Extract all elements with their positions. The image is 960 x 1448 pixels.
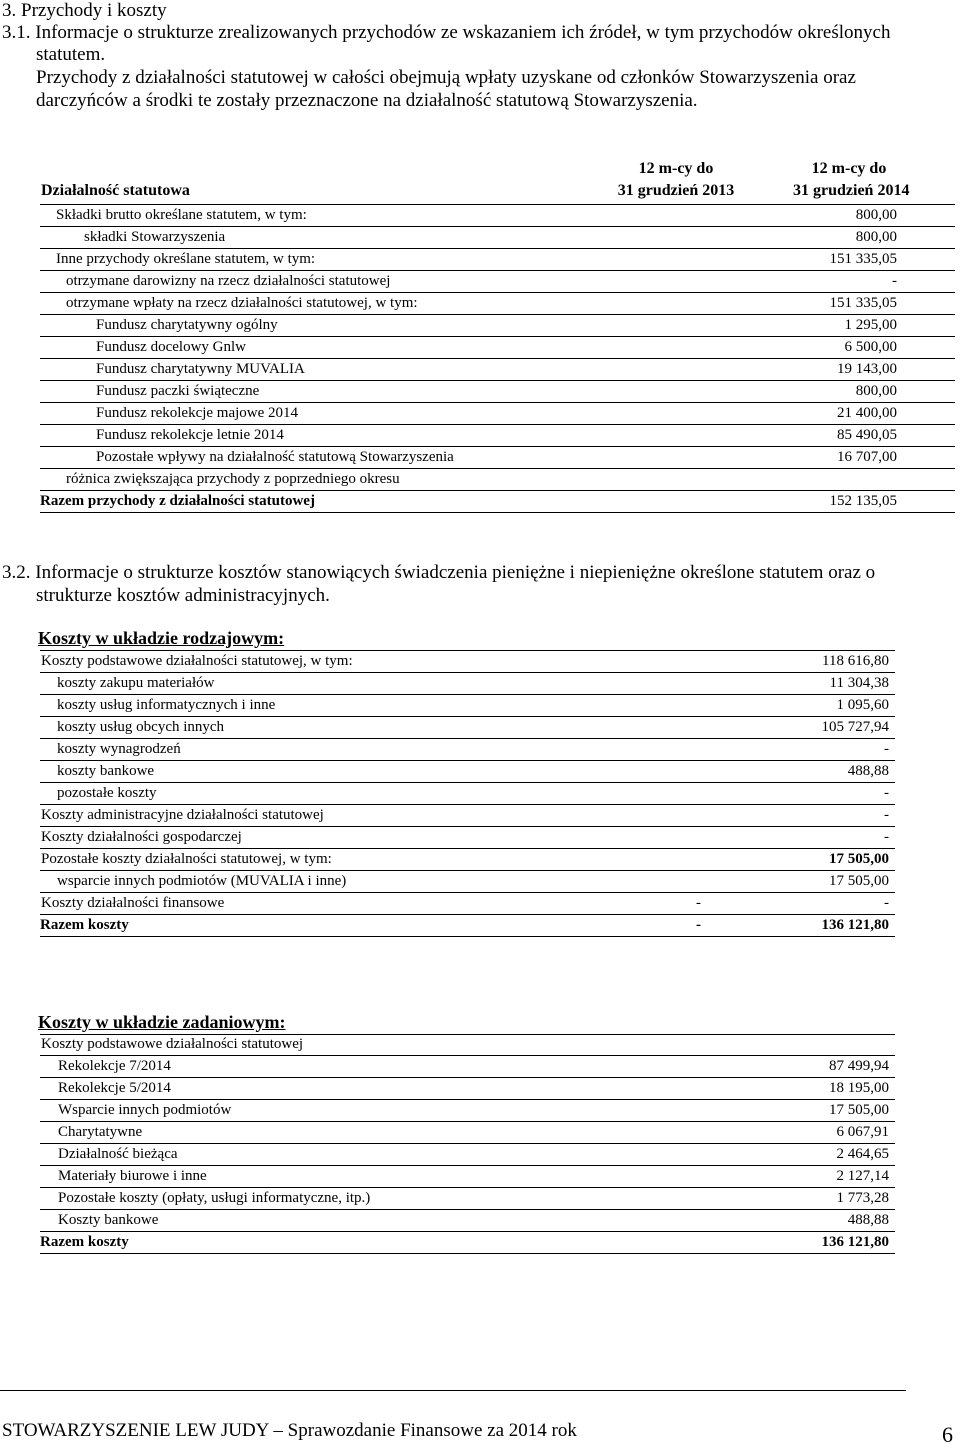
table-row [40,849,955,871]
row-value-2014: 151 335,05 [829,295,897,311]
row-label: Razem przychody z działalności statutowej [40,493,315,509]
row-label: Fundusz paczki świąteczne [96,383,260,399]
table-row [40,249,955,271]
table-row [40,359,955,381]
costs-by-type-heading: Koszty w układzie rodzajowym: [38,628,285,648]
table-row [40,1056,955,1078]
row-value-2014: - [884,829,889,845]
col-2013-header-line1: 12 m-cy do [638,160,714,177]
row-value-2014: 151 335,05 [829,251,897,267]
row-value-2014: 1 773,28 [836,1190,889,1206]
row-label: Charytatywne [58,1124,143,1140]
row-value-2014: 118 616,80 [822,653,889,669]
row-value-2013: - [696,895,701,911]
row-label: Pozostałe koszty działalności statutowej, w tym: [41,851,332,867]
row-label: różnica zwiększająca przychody z poprzedniego okresu [66,471,400,487]
revenue-col-label: Działalność statutowa [41,182,190,199]
row-label: Koszty podstawowe działalności statutowej [41,1036,304,1052]
row-label: otrzymane wpłaty na rzecz działalności statutowej, w tym: [66,295,418,311]
row-value-2014: 17 505,00 [829,873,889,889]
row-value-2014: 1 095,60 [836,697,889,713]
table-row [40,673,955,695]
row-label: Koszty działalności gospodarczej [41,829,242,845]
row-label: Koszty bankowe [58,1212,159,1228]
row-label: Fundusz rekolekcje majowe 2014 [96,405,299,421]
table-row [40,761,955,783]
row-value-2014: 17 505,00 [829,851,889,867]
subsection-title-cont: statutem. [36,44,106,65]
table-row [40,447,955,469]
table-row [40,227,955,249]
costs-intro-line1: 3.2. Informacje o strukturze kosztów stanowiących świadczenia pieniężne i niepieniężne określone statutem oraz o [2,562,876,583]
row-value-2014: 800,00 [855,383,897,399]
row-value-2014: 18 195,00 [829,1080,889,1096]
row-value-2014: 2 127,14 [836,1168,889,1184]
row-value-2014: 488,88 [847,1212,889,1228]
row-label: Razem koszty [40,917,129,933]
col-2014-header-line2: 31 grudzień 2014 [793,182,910,199]
row-value-2014: 800,00 [855,229,897,245]
row-value-2014: 136 121,80 [821,1234,889,1250]
row-label: Rekolekcje 5/2014 [58,1080,171,1096]
intro-paragraph-line2: darczyńców a środki te zostały przeznaczone na działalność statutową Stowarzyszenia. [36,90,698,111]
row-rule [40,512,955,513]
row-label: Składki brutto określane statutem, w tym: [56,207,307,223]
row-value-2014: 488,88 [847,763,889,779]
row-value-2014: 152 135,05 [829,493,897,509]
row-label: Koszty działalności finansowe [41,895,225,911]
table-row [40,739,955,761]
row-value-2014: - [892,273,897,289]
row-rule [40,1253,895,1254]
table-row [40,1144,955,1166]
row-label: składki Stowarzyszenia [84,229,226,245]
table-row [40,651,955,673]
row-label: Razem koszty [40,1234,129,1250]
table-row [40,1210,955,1232]
table-row [40,783,955,805]
row-value-2014: 136 121,80 [821,917,889,933]
table-row [40,717,955,739]
intro-paragraph-line1: Przychody z działalności statutowej w całości obejmują wpłaty uzyskane od członków Stowarzyszenia oraz [36,67,856,88]
row-value-2014: 105 727,94 [821,719,889,735]
row-label: pozostałe koszty [57,785,157,801]
table-row-total [40,915,955,937]
row-value-2014: 87 499,94 [829,1058,889,1074]
row-label: otrzymane darowizny na rzecz działalności statutowej [66,273,391,289]
row-label: wsparcie innych podmiotów (MUVALIA i inne) [57,873,347,889]
costs-intro-line2: strukturze kosztów administracyjnych. [36,585,330,606]
page-number: 6 [942,1422,953,1447]
row-label: Fundusz charytatywny MUVALIA [96,361,305,377]
row-label: Materiały biurowe i inne [58,1168,207,1184]
row-value-2014: 2 464,65 [836,1146,889,1162]
row-label: Wsparcie innych podmiotów [58,1102,232,1118]
row-label: Pozostałe koszty (opłaty, usługi informatyczne, itp.) [58,1190,371,1206]
row-label: Koszty administracyjne działalności statutowej [41,807,324,823]
row-label: koszty usług informatycznych i inne [57,697,276,713]
table-row [40,805,955,827]
row-value-2013: - [696,917,701,933]
row-value-2014: 19 143,00 [837,361,897,377]
row-value-2014: 6 067,91 [836,1124,889,1140]
table-row [40,1034,955,1056]
row-label: Pozostałe wpływy na działalność statutową Stowarzyszenia [96,449,454,465]
table-row [40,893,955,915]
row-label: Fundusz rekolekcje letnie 2014 [96,427,284,443]
table-row [40,1166,955,1188]
table-row [40,315,955,337]
footer-rule [0,1390,906,1391]
row-label: koszty usług obcych innych [57,719,225,735]
row-value-2014: - [884,895,889,911]
row-value-2014: - [884,741,889,757]
table-row [40,1100,955,1122]
col-2014-header-line1: 12 m-cy do [811,160,887,177]
table-row [40,381,955,403]
row-rule [40,936,895,937]
costs-by-task-heading: Koszty w układzie zadaniowym: [38,1012,286,1032]
row-value-2014: 16 707,00 [837,449,897,465]
row-value-2014: 11 304,38 [829,675,889,691]
table-row [40,271,955,293]
row-value-2014: 1 295,00 [844,317,897,333]
table-row [40,293,955,315]
table-row [40,337,955,359]
table-row [40,695,955,717]
row-label: Fundusz docelowy Gnlw [96,339,246,355]
row-value-2014: 21 400,00 [837,405,897,421]
table-row [40,205,955,227]
row-label: koszty zakupu materiałów [57,675,215,691]
row-label: koszty wynagrodzeń [57,741,181,757]
row-value-2014: 85 490,05 [837,427,897,443]
row-value-2014: 6 500,00 [844,339,897,355]
table-row-total [40,491,955,513]
table-row [40,1078,955,1100]
table-row-total [40,1232,955,1254]
table-row [40,827,955,849]
row-label: Działalność bieżąca [58,1146,178,1162]
row-value-2014: - [884,807,889,823]
col-2013-header-line2: 31 grudzień 2013 [617,182,735,199]
table-row [40,425,955,447]
table-row [40,871,955,893]
row-label: Fundusz charytatywny ogólny [96,317,278,333]
row-label: Koszty podstawowe działalności statutowej, w tym: [41,653,353,669]
row-value-2014: 17 505,00 [829,1102,889,1118]
row-label: Inne przychody określane statutem, w tym: [56,251,316,267]
table-row [40,1188,955,1210]
table-row [40,403,955,425]
table-row [40,469,955,491]
row-label: Rekolekcje 7/2014 [58,1058,171,1074]
footer-text: STOWARZYSZENIE LEW JUDY – Sprawozdanie Finansowe za 2014 rok [2,1420,577,1441]
table-row [40,1122,955,1144]
section-title: 3. Przychody i koszty [2,0,167,21]
row-label: koszty bankowe [57,763,155,779]
subsection-title: 3.1. Informacje o strukturze zrealizowanych przychodów ze wskazaniem ich źródeł, w tym przychodów określonych [2,22,891,43]
row-value-2014: - [884,785,889,801]
row-value-2014: 800,00 [855,207,897,223]
